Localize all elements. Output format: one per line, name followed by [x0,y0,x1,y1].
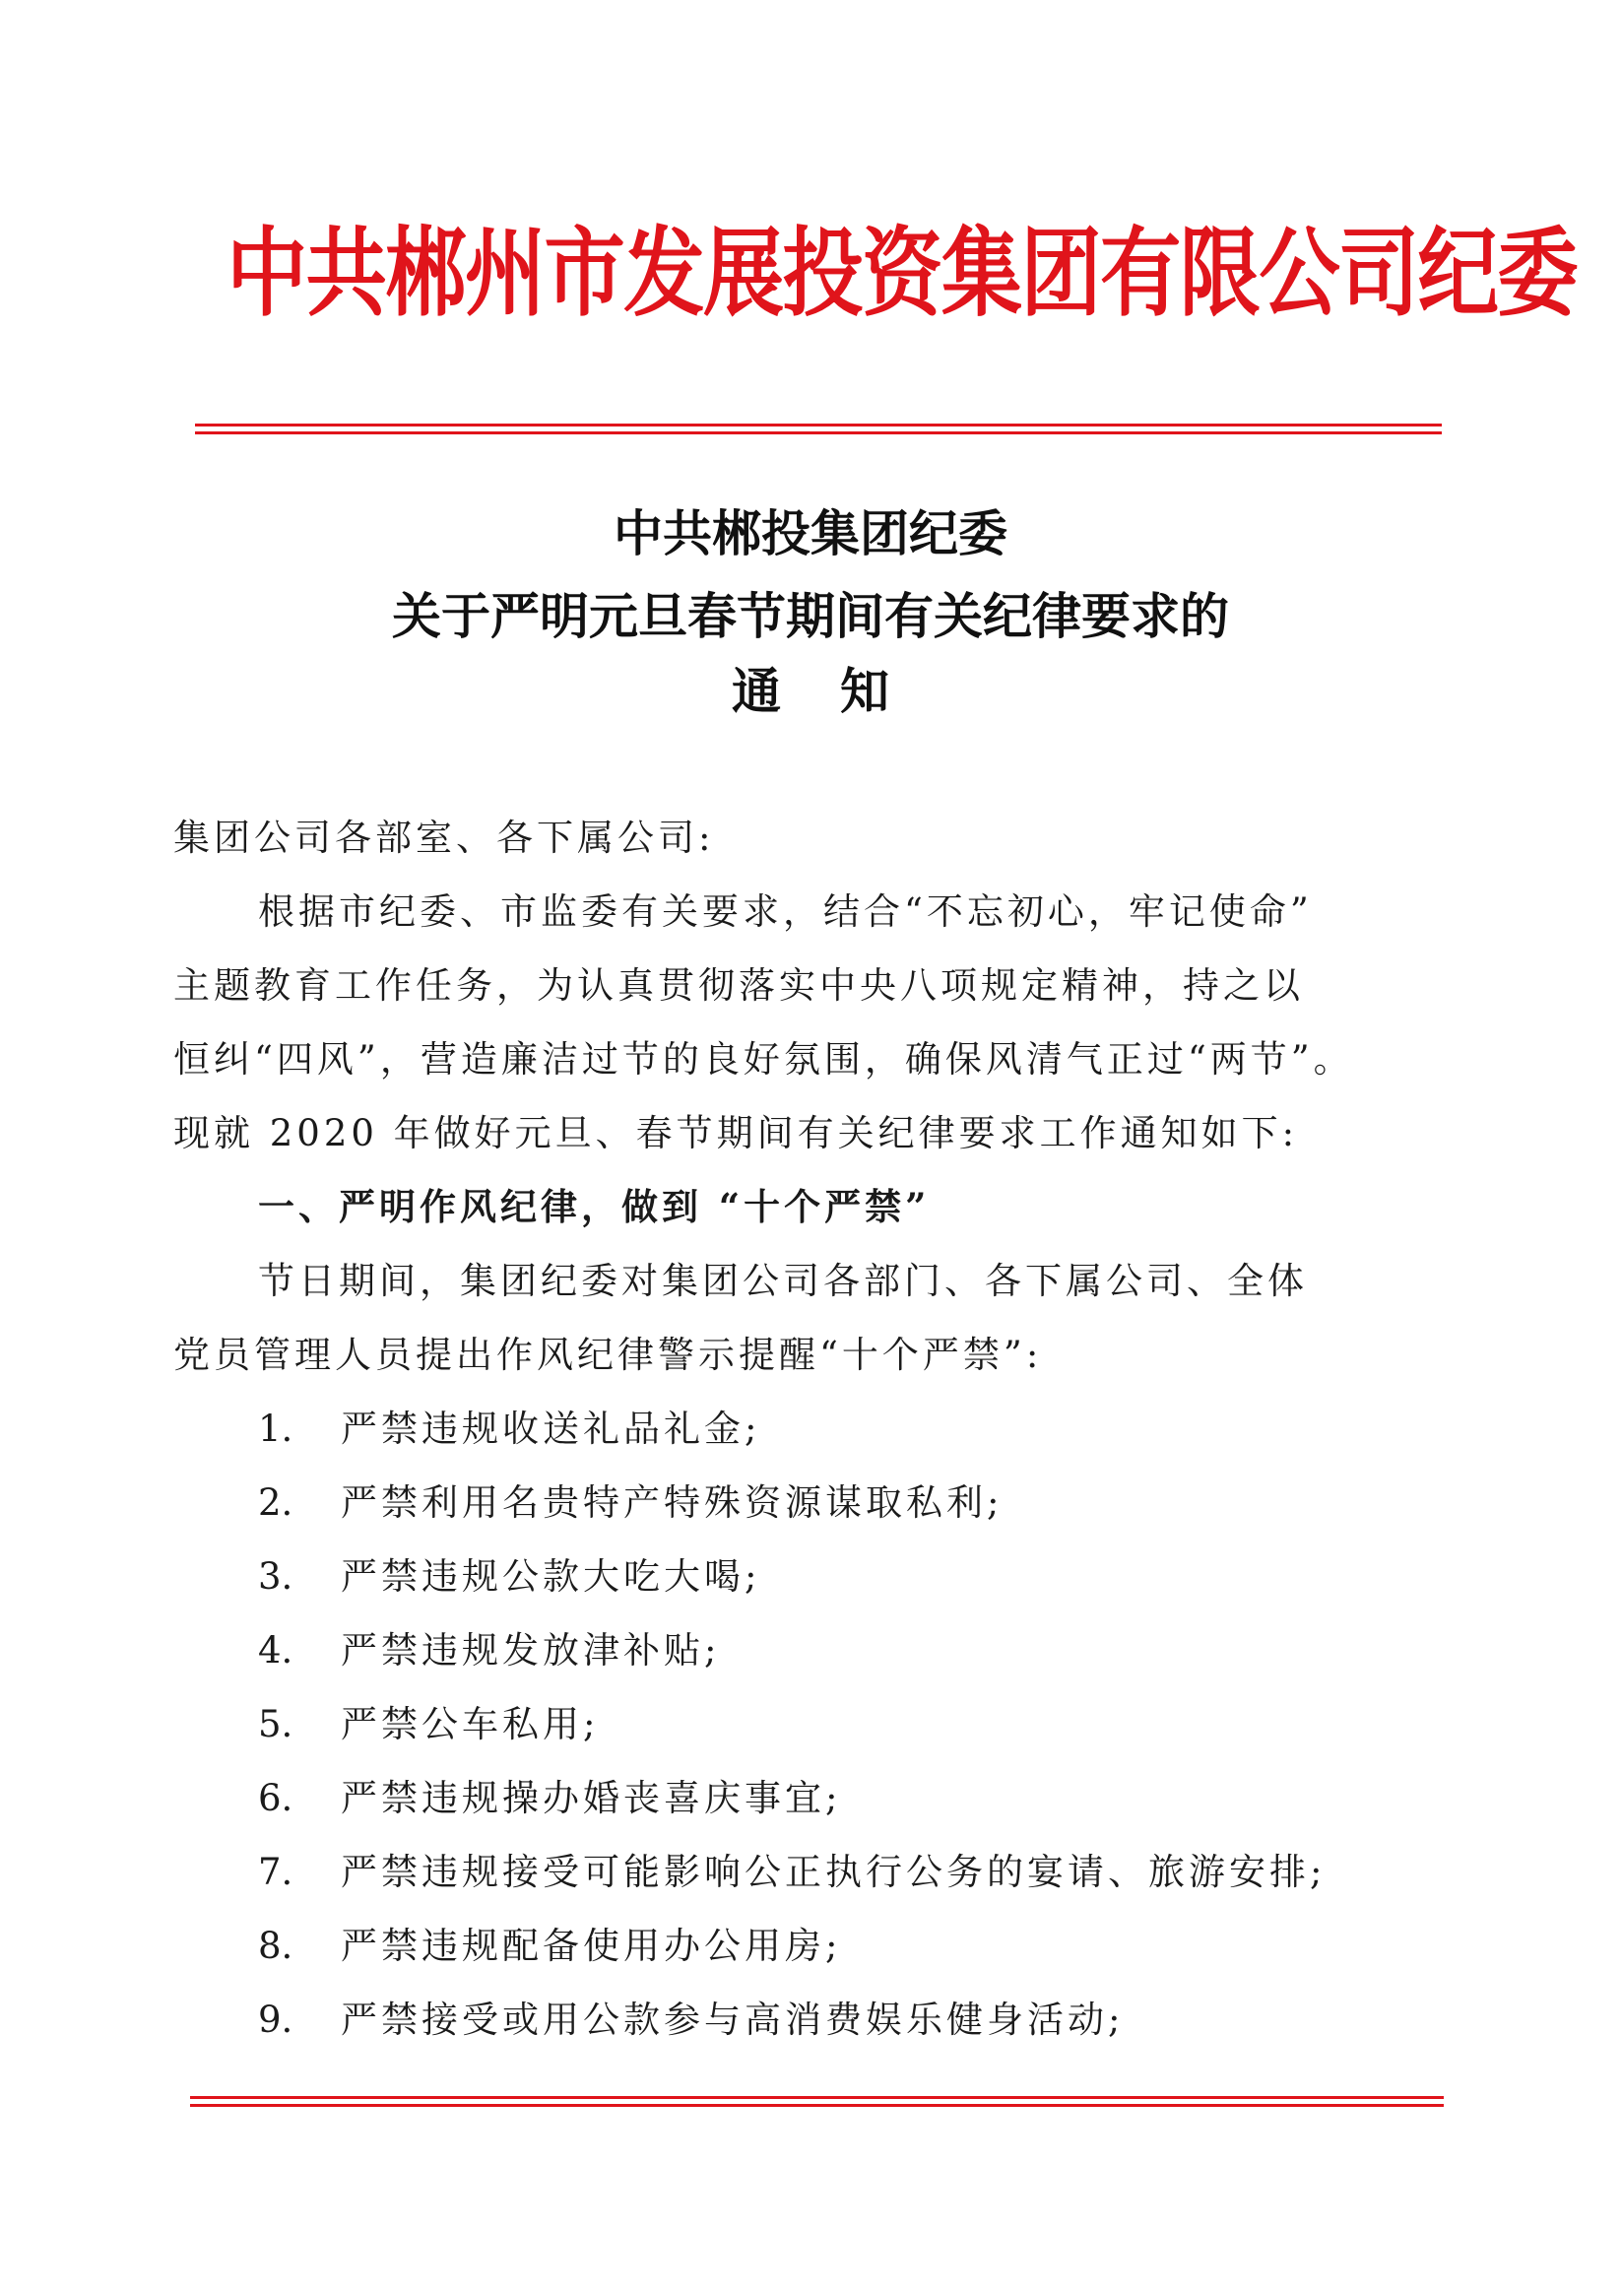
prohibition-item [258,1473,1003,1526]
prohibition-item [258,1694,599,1747]
prohibition-text: 严禁违规配备使用办公用房; [341,1925,842,1967]
prohibition-item [258,1546,760,1600]
prohibition-item [258,1399,760,1452]
letterhead-title: 中共郴州市发展投资集团有限公司纪委 [227,217,1577,330]
notice-title-line-1: 中共郴投集团纪委 [614,504,1007,562]
footer-divider [190,2096,1444,2107]
section-text-line: 节日期间，集团纪委对集团公司各部门、各下属公司、全体 [258,1260,1308,1302]
prohibition-text: 严禁利用名贵特产特殊资源谋取私利; [341,1481,1004,1524]
section-heading: 一、严明作风纪律，做到 “十个严禁” [258,1185,931,1228]
prohibition-text: 严禁违规发放津补贴; [341,1629,721,1672]
prohibition-item [258,1842,1326,1895]
prohibition-number: 3. [258,1555,293,1598]
notice-title-line-3: 通知 [732,662,948,720]
prohibition-number: 2. [258,1481,293,1524]
intro-line: 主题教育工作任务，为认真贯彻落实中央八项规定精神，持之以 [173,964,1304,1007]
prohibition-text: 严禁接受或用公款参与高消费娱乐健身活动; [341,1999,1125,2041]
section-text-line: 党员管理人员提出作风纪律警示提醒“十个严禁”: [173,1334,1043,1376]
prohibition-number: 1. [258,1408,293,1450]
intro-line: 根据市纪委、市监委有关要求，结合“不忘初心，牢记使命” [258,890,1313,933]
prohibition-item [258,1620,720,1673]
prohibition-number: 7. [258,1851,293,1893]
prohibition-text: 严禁公车私用; [341,1703,600,1745]
prohibition-number: 9. [258,1999,293,2041]
prohibition-text: 严禁违规操办婚丧喜庆事宜; [341,1777,842,1819]
salutation: 集团公司各部室、各下属公司: [173,817,715,859]
prohibition-number: 5. [258,1703,293,1745]
prohibition-number: 8. [258,1925,293,1967]
prohibition-text: 严禁违规公款大吃大喝; [341,1555,761,1598]
notice-title-line-2: 关于严明元旦春节期间有关纪律要求的 [392,587,1229,645]
prohibition-item [258,1768,841,1821]
intro-line: 现就 2020 年做好元旦、春节期间有关纪律要求工作通知如下: [173,1112,1299,1154]
prohibition-number: 4. [258,1629,293,1672]
prohibition-text: 严禁违规接受可能影响公正执行公务的宴请、旅游安排; [341,1851,1327,1893]
prohibition-text: 严禁违规收送礼品礼金; [341,1408,761,1450]
intro-line: 恒纠“四风”，营造廉洁过节的良好氛围，确保风清气正过“两节”。 [173,1038,1354,1081]
letterhead-divider [195,424,1442,434]
prohibition-number: 6. [258,1777,293,1819]
prohibition-item [258,1990,1124,2043]
prohibition-item [258,1916,841,1969]
